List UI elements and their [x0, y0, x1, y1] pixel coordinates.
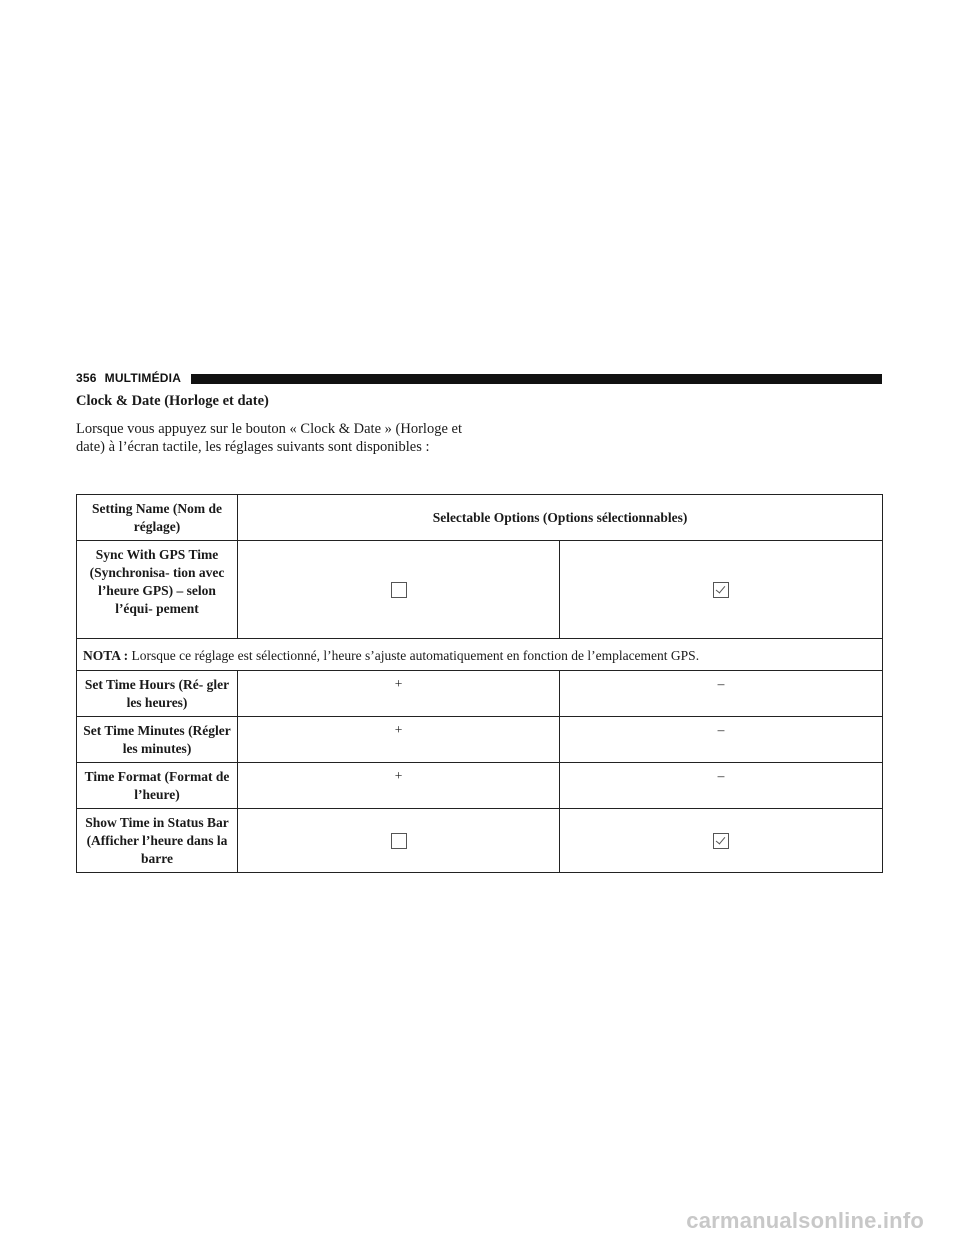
- note-cell: [77, 639, 883, 671]
- table-note-row: [77, 639, 883, 671]
- note-text: Lorsque ce réglage est sélectionné, l’heure s’ajuste automatiquement en fonction de l’emplacement GPS.: [131, 648, 700, 663]
- setting-name-time-minutes: Set Time Minutes (Régler les minutes): [77, 717, 238, 763]
- table-row: [77, 541, 883, 639]
- checkbox-checked-icon: [713, 833, 729, 849]
- page-number: 356: [76, 371, 97, 385]
- setting-name-time-hours: Set Time Hours (Ré- gler les heures): [77, 671, 238, 717]
- option-plus: +: [238, 671, 560, 717]
- option-cell: [560, 541, 883, 639]
- checkbox-unchecked-icon: [391, 833, 407, 849]
- table-header-row: [77, 495, 883, 541]
- option-plus: +: [238, 763, 560, 809]
- settings-table: [76, 494, 883, 873]
- header-rule: [191, 374, 882, 384]
- table-row: [77, 809, 883, 873]
- note-label: NOTA :: [83, 648, 129, 663]
- table-row: [77, 763, 883, 809]
- checkbox-checked-icon: [713, 582, 729, 598]
- intro-paragraph: Lorsque vous appuyez sur le bouton « Clock & Date » (Horloge et date) à l’écran tactile, les réglages suivants sont disponibles :: [76, 421, 462, 455]
- section-name: MULTIMÉDIA: [104, 371, 182, 385]
- setting-name-sync-gps: Sync With GPS Time (Synchronisa- tion avec l’heure GPS) – selon l’équi- pement: [77, 541, 238, 639]
- watermark: carmanualsonline.info: [686, 1208, 924, 1233]
- header-setting-name: Setting Name (Nom de réglage): [77, 495, 238, 541]
- setting-name-time-format: Time Format (Format de l’heure): [77, 763, 238, 809]
- table-row: [77, 671, 883, 717]
- option-minus: –: [560, 763, 883, 809]
- section-title: Clock & Date (Horloge et date): [76, 393, 269, 409]
- option-cell: [560, 809, 883, 873]
- checkbox-unchecked-icon: [391, 582, 407, 598]
- table-row: [77, 717, 883, 763]
- option-cell: [238, 809, 560, 873]
- option-plus: +: [238, 717, 560, 763]
- setting-name-show-time-status-bar: Show Time in Status Bar (Afficher l’heure dans la barre: [77, 809, 238, 873]
- header-selectable-options: Selectable Options (Options sélectionnables): [238, 495, 883, 541]
- page-header: [76, 370, 882, 386]
- option-minus: –: [560, 671, 883, 717]
- option-cell: [238, 541, 560, 639]
- option-minus: –: [560, 717, 883, 763]
